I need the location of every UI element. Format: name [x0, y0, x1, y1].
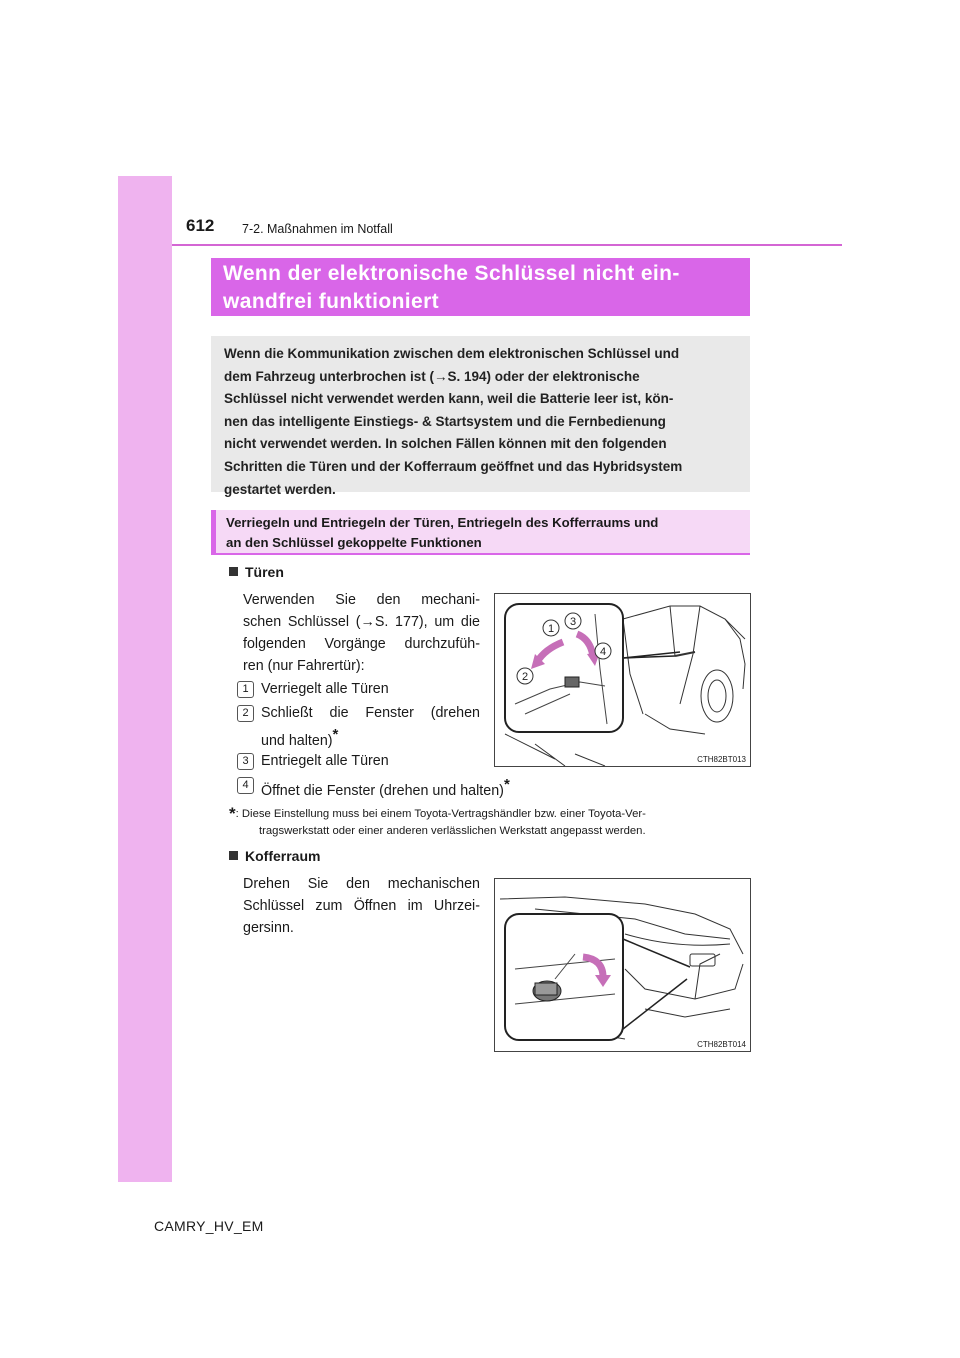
footnote-line-1: *: Diese Einstellung muss bei einem Toyota-Vertragshändler bzw. einer Toyota-Ver-: [229, 804, 646, 823]
step-text-4: Öffnet die Fenster (drehen und halten)*: [261, 776, 510, 799]
step-text-3: Entriegelt alle Türen: [261, 753, 389, 769]
intro-line: Wenn die Kommunikation zwischen dem elektronischen Schlüssel und: [224, 346, 680, 361]
intro-line: Schritten die Türen und der Kofferraum geöffnet und das Hybridsystem: [224, 458, 683, 474]
figure-label-2: 2: [521, 671, 529, 683]
subheading-line-1: Verriegeln und Entriegeln der Türen, Entriegeln des Kofferraums und: [226, 515, 659, 530]
header-divider: [172, 244, 842, 246]
figure-code: CTH82BT014: [697, 1040, 746, 1049]
step-number-4: 4: [237, 777, 254, 794]
step-text-2: Schließt die Fenster (drehen: [261, 705, 480, 721]
doors-body-line: schen Schlüssel (→S. 177), um die: [243, 614, 480, 630]
chapter-sidebar-tab: [118, 176, 172, 1182]
trunk-body-line: Drehen Sie den mechanischen: [243, 876, 480, 892]
footnote-marker: *: [503, 776, 510, 793]
square-bullet-icon: [229, 567, 238, 576]
model-code: CAMRY_HV_EM: [154, 1218, 264, 1234]
step-text-2-cont: und halten)*: [261, 726, 339, 749]
chapter-title: 7-2. Maßnahmen im Notfall: [242, 222, 393, 236]
door-lock-figure: [494, 593, 751, 767]
doors-heading: Türen: [229, 564, 284, 580]
page-number: 612: [186, 216, 215, 235]
footnote: [229, 805, 747, 840]
intro-line: dem Fahrzeug unterbrochen ist (→S. 194) oder der elektronische: [224, 368, 640, 384]
footnote-star: *: [229, 804, 236, 823]
figure-label-3: 3: [569, 616, 577, 628]
step-number-2: 2: [237, 705, 254, 722]
figure-code: CTH82BT013: [697, 755, 746, 764]
trunk-body-line: Schlüssel zum Öffnen im Uhrzei-: [243, 898, 480, 914]
intro-line: nicht verwendet werden. In solchen Fällen können mit den folgenden: [224, 436, 667, 452]
subheading-line-2: an den Schlüssel gekoppelte Funktionen: [226, 535, 482, 550]
intro-line: gestartet werden.: [224, 481, 336, 497]
subheading-box: [211, 510, 750, 555]
square-bullet-icon: [229, 851, 238, 860]
figure-label-1: 1: [547, 623, 555, 635]
intro-box: [211, 336, 750, 497]
doors-body-line: folgenden Vorgänge durchzufüh-: [243, 636, 480, 652]
section-title-line-2: wandfrei funktioniert: [223, 290, 440, 313]
intro-line: Schlüssel nicht verwendet werden kann, weil die Batterie leer ist, kön-: [224, 391, 674, 407]
car-door-illustration: [495, 594, 750, 766]
doors-body-line: Verwenden Sie den mechani-: [243, 592, 480, 608]
figure-label-4: 4: [599, 646, 607, 658]
doors-body: [243, 589, 480, 677]
section-title: [211, 258, 750, 316]
trunk-figure: [494, 878, 751, 1052]
footnote-marker: *: [332, 726, 339, 743]
trunk-body-line: gersinn.: [243, 920, 294, 936]
section-title-line-1: Wenn der elektronische Schlüssel nicht ein-: [223, 262, 680, 285]
step-number-1: 1: [237, 681, 254, 698]
trunk-body: [243, 873, 480, 939]
footnote-line-2: tragswerkstatt oder einer anderen verlässlichen Werkstatt angepasst werden.: [259, 825, 646, 837]
trunk-heading: Kofferraum: [229, 848, 320, 864]
step-text-1: Verriegelt alle Türen: [261, 681, 389, 697]
step-number-3: 3: [237, 753, 254, 770]
doors-body-line: ren (nur Fahrertür):: [243, 658, 365, 674]
intro-line: nen das intelligente Einstiegs- & Startsystem und die Fernbedienung: [224, 413, 666, 429]
car-trunk-illustration: [495, 879, 750, 1051]
